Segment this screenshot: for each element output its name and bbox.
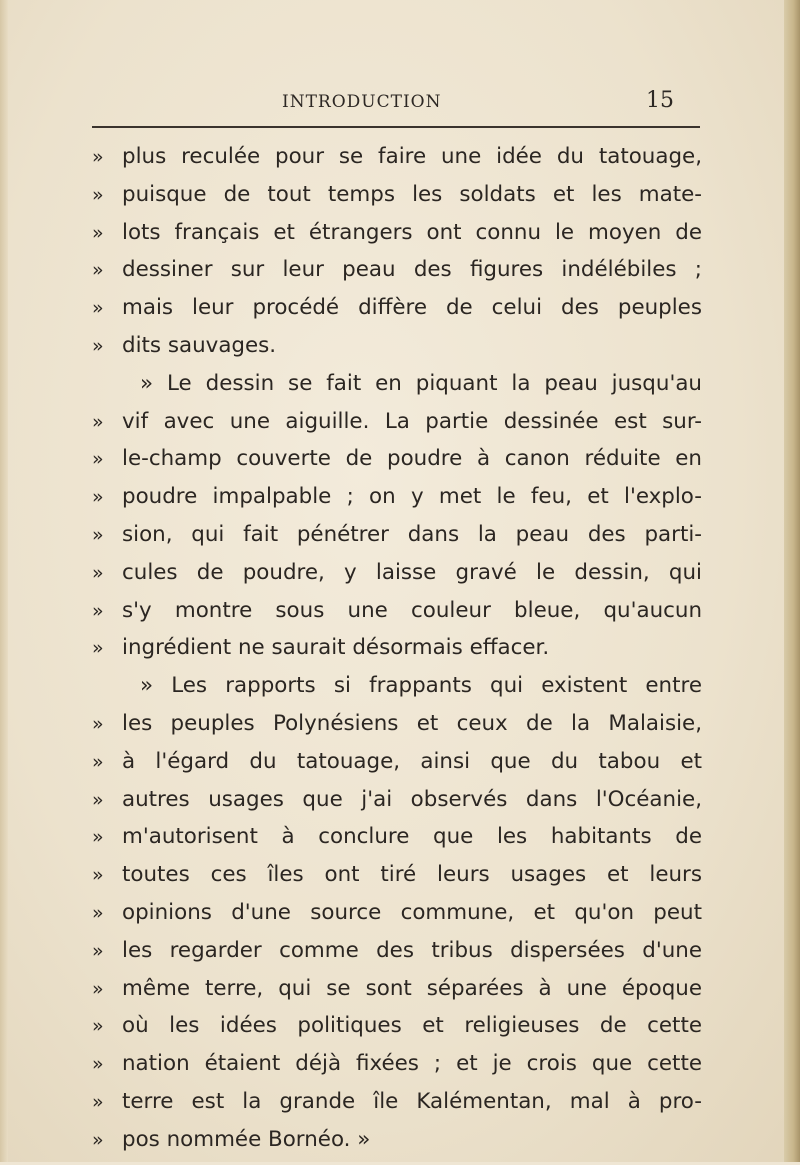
quote-mark: » (92, 637, 104, 660)
line-text: terre est la grande île Kalémentan, mal à pro- (122, 1088, 702, 1114)
text-line (92, 673, 702, 711)
line-text: lots français et étrangers ont connu le moyen de (122, 219, 702, 245)
page-edge-left (0, 0, 8, 1162)
text-line (92, 371, 702, 409)
line-text: » Les rapports si frappants qui existent entre (140, 673, 702, 699)
quote-mark: » (92, 1015, 104, 1038)
quote-mark: » (92, 826, 104, 849)
text-line (92, 862, 702, 900)
quote-mark: » (92, 146, 104, 168)
text-line (92, 938, 702, 976)
quote-mark: » (92, 977, 104, 1000)
text-line (92, 598, 702, 636)
line-text: dits sauvages. (122, 332, 277, 358)
text-line (92, 220, 702, 258)
text-line (92, 182, 702, 220)
text-line (92, 257, 702, 295)
line-text: toutes ces îles ont tiré leurs usages et leurs (122, 862, 702, 888)
line-text: cules de poudre, y laisse gravé le dessin, qui (122, 559, 702, 585)
text-line (92, 749, 702, 787)
line-text: sion, qui fait pénétrer dans la peau des parti- (122, 521, 702, 547)
text-line (92, 522, 702, 560)
line-text: à l'égard du tatouage, ainsi que du tabou et (122, 748, 702, 774)
line-text: plus reculée pour se faire une idée du tatouage, (122, 144, 702, 169)
quote-mark: » (92, 297, 104, 320)
text-line (92, 1089, 702, 1127)
header-rule (92, 126, 700, 128)
quote-mark: » (92, 259, 104, 282)
page-number: 15 (646, 88, 674, 113)
line-text: nation étaient déjà fixées ; et je crois que cette (122, 1051, 702, 1077)
quote-mark: » (92, 523, 104, 546)
line-text: puisque de tout temps les soldats et les mate- (122, 181, 702, 207)
page-edge-right (784, 0, 800, 1162)
text-line (92, 144, 702, 182)
quote-mark: » (92, 561, 104, 584)
text-line (92, 560, 702, 598)
quote-mark: » (92, 864, 104, 887)
text-line (92, 295, 702, 333)
running-title: INTRODUCTION (282, 92, 442, 112)
text-line (92, 787, 702, 825)
quote-mark: » (92, 1090, 104, 1113)
text-line (92, 824, 702, 862)
line-text: poudre impalpable ; on y met le feu, et l'explo- (122, 484, 702, 510)
quote-mark: » (92, 334, 104, 357)
quote-mark: » (92, 410, 104, 433)
quote-mark: » (92, 599, 104, 622)
text-line (92, 484, 702, 522)
text-line (92, 711, 702, 749)
line-text: vif avec une aiguille. La partie dessinée est sur- (122, 408, 702, 434)
line-text: m'autorisent à conclure que les habitants de (122, 824, 702, 850)
line-text: dessiner sur leur peau des figures indélébiles ; (122, 257, 702, 283)
quote-mark: » (92, 712, 104, 735)
line-text: les peuples Polynésiens et ceux de la Malaisie, (122, 710, 702, 736)
line-text: opinions d'une source commune, et qu'on peut (122, 899, 702, 925)
text-line (92, 409, 702, 447)
quote-mark: » (92, 788, 104, 811)
line-text: ingrédient ne saurait désormais effacer. (122, 635, 550, 661)
line-text: pos nommée Bornéo. » (122, 1126, 371, 1152)
text-line (92, 976, 702, 1014)
line-text: s'y montre sous une couleur bleue, qu'aucun (122, 597, 702, 623)
text-line (92, 446, 702, 484)
text-line (92, 1013, 702, 1051)
quote-mark: » (92, 1053, 104, 1076)
line-text: où les idées politiques et religieuses de cette (122, 1013, 702, 1039)
text-line (92, 900, 702, 938)
line-text: le-champ couverte de poudre à canon réduite en (122, 446, 702, 472)
quote-mark: » (92, 486, 104, 509)
text-line (92, 1051, 702, 1089)
text-line (92, 635, 702, 673)
quote-mark: » (92, 1128, 104, 1151)
quote-mark: » (92, 448, 104, 471)
quote-mark: » (92, 183, 104, 206)
line-text: » Le dessin se fait en piquant la peau jusqu'au (140, 370, 702, 396)
body-text (92, 144, 702, 1165)
text-line (92, 1127, 702, 1165)
quote-mark: » (92, 221, 104, 244)
running-head (90, 88, 702, 122)
line-text: autres usages que j'ai observés dans l'Océanie, (122, 786, 702, 812)
line-text: même terre, qui se sont séparées à une époque (122, 975, 702, 1001)
quote-mark: » (92, 939, 104, 962)
text-line (92, 333, 702, 371)
line-text: les regarder comme des tribus dispersées d'une (122, 937, 702, 963)
line-text: mais leur procédé diffère de celui des peuples (122, 295, 702, 321)
quote-mark: » (92, 901, 104, 924)
quote-mark: » (92, 750, 104, 773)
